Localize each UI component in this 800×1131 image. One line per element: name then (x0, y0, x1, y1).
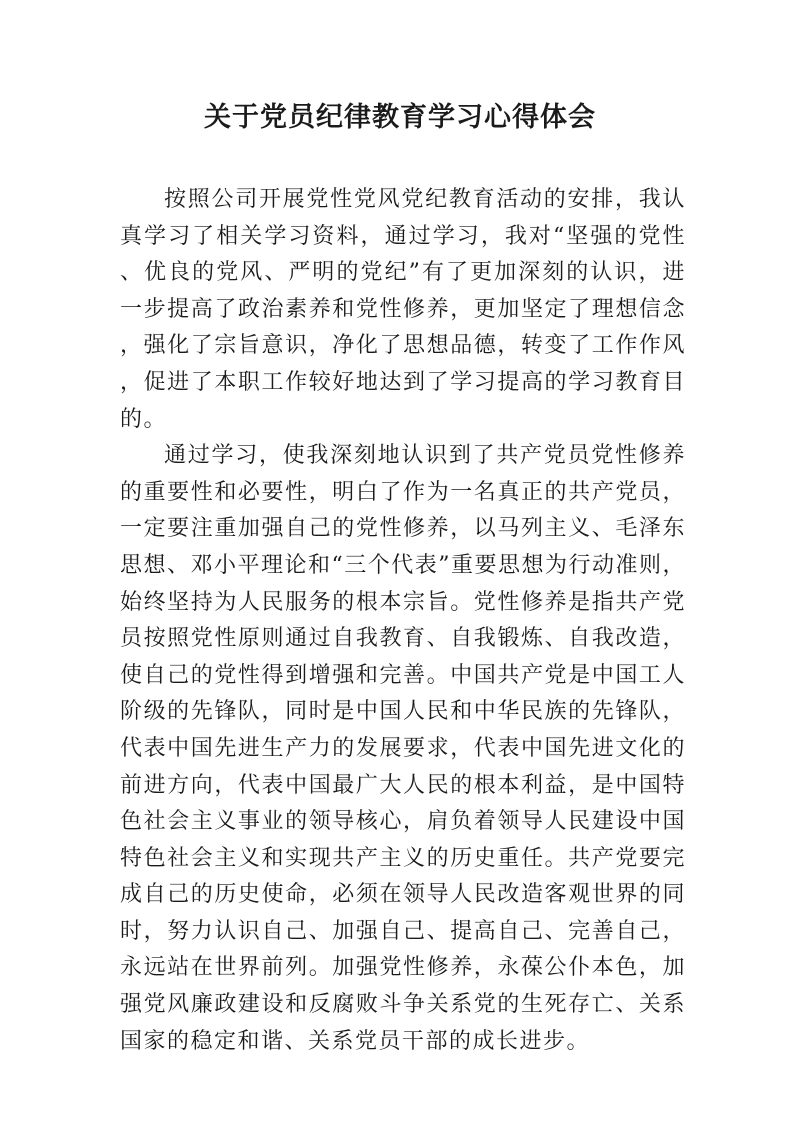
paragraph-1: 按照公司开展党性党风党纪教育活动的安排，我认真学习了相关学习资料，通过学习，我对“坚强的党性、优良的党风、严明的党纪”有了更加深刻的认识，进一步提高了政治素养和党性修养，更加坚定了理想信念，强化了宗旨意识，净化了思想品德，转变了工作作风，促进了本职工作较好地达到了学习提高的学习教育目的。 (120, 187, 686, 432)
document-title: 关于党员纪律教育学习心得体会 (204, 102, 596, 133)
document-body (120, 182, 686, 1060)
paragraph-2: 通过学习，使我深刻地认识到了共产党员党性修养的重要性和必要性，明白了作为一名真正的共产党员，一定要注重加强自己的党性修养，以马列主义、毛泽东思想、邓小平理论和“三个代表”重要思想为行动准则，始终坚持为人民服务的根本宗旨。党性修养是指共产党员按照党性原则通过自我教育、自我锻炼、自我改造，使自己的党性得到增强和完善。中国共产党是中国工人阶级的先锋队，同时是中国人民和中华民族的先锋队，代表中国先进生产力的发展要求，代表中国先进文化的前进方向，代表中国最广大人民的根本利益，是中国特色社会主义事业的领导核心，肩负着领导人民建设中国特色社会主义和实现共产主义的历史重任。共产党要完成自己的历史使命，必须在领导人民改造客观世界的同时，努力认识自己、加强自己、提高自己、完善自己，永远站在世界前列。加强党性修养，永葆公仆本色，加强党风廉政建设和反腐败斗争关系党的生死存亡、关系国家的稳定和谐、关系党员干部的成长进步。 (120, 443, 686, 1054)
